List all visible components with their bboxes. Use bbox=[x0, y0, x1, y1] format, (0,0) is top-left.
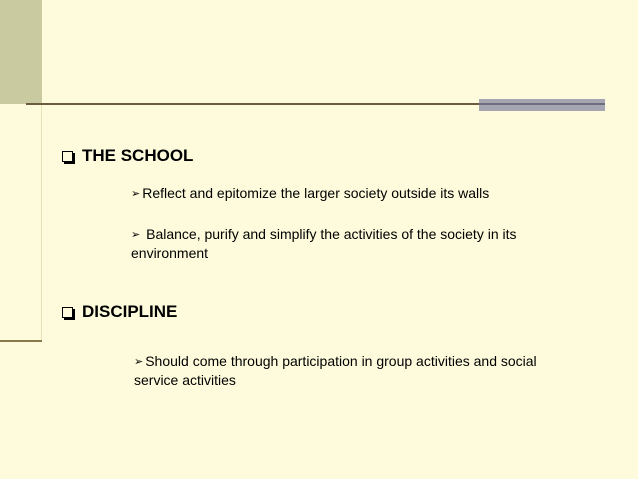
bullet-text: Balance, purify and simplify the activities of the society in its environment bbox=[131, 226, 517, 261]
bullet-text: Should come through participation in group activities and social service activities bbox=[134, 353, 537, 388]
bullet-point bbox=[131, 184, 601, 203]
arrow-bullet-icon: ➢ bbox=[131, 188, 141, 200]
checkbox-bullet-icon bbox=[62, 151, 73, 162]
section-heading-school bbox=[62, 146, 193, 166]
heading-text: THE SCHOOL bbox=[82, 146, 194, 165]
section-heading-discipline bbox=[62, 302, 177, 322]
bullet-text: Reflect and epitomize the larger society outside its walls bbox=[142, 185, 490, 201]
bullet-point bbox=[131, 225, 581, 262]
heading-text: DISCIPLINE bbox=[82, 302, 178, 321]
bullet-point bbox=[134, 352, 564, 389]
title-divider-line bbox=[26, 103, 480, 105]
arrow-bullet-icon: ➢ bbox=[131, 229, 141, 241]
checkbox-bullet-icon bbox=[62, 307, 73, 318]
title-divider-block bbox=[479, 99, 605, 111]
arrow-bullet-icon: ➢ bbox=[134, 356, 144, 368]
left-accent-bar bbox=[0, 0, 42, 104]
left-panel bbox=[0, 104, 42, 342]
